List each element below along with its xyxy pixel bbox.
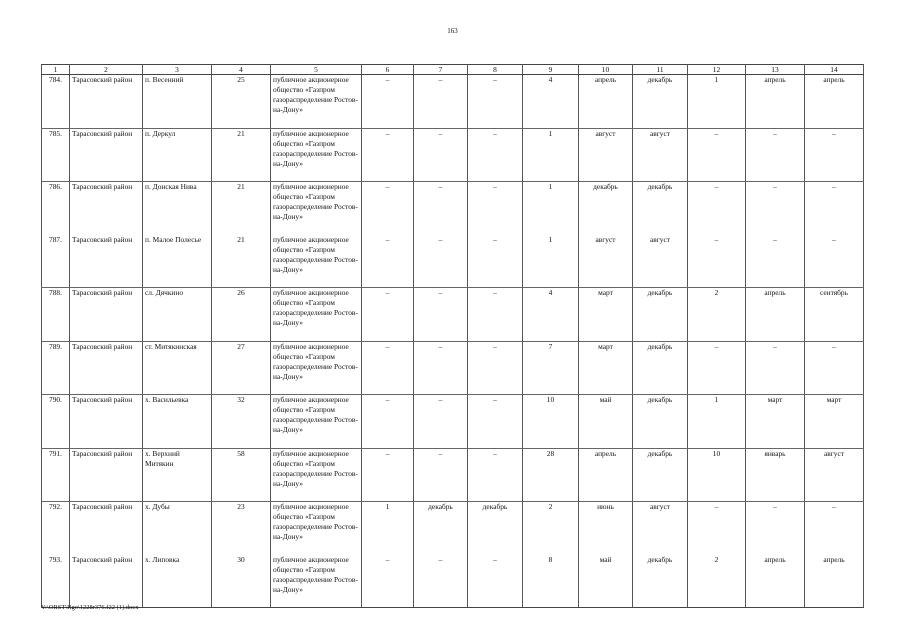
- col-header: 14: [805, 65, 864, 75]
- col7-cell: –: [414, 288, 468, 342]
- col10-cell: декабрь: [579, 182, 633, 235]
- col13-cell: –: [746, 182, 805, 235]
- col10-cell: май: [579, 555, 633, 608]
- col6-cell: –: [362, 75, 414, 129]
- col7-cell: –: [414, 128, 468, 182]
- col12-cell: 2: [688, 555, 746, 608]
- table-row: [42, 128, 864, 182]
- page-number: 163: [447, 27, 458, 35]
- col12-cell: 1: [688, 75, 746, 129]
- col9-cell: 10: [523, 395, 579, 449]
- settlement-cell: п. Донская Нива: [143, 182, 212, 235]
- col4-cell: 23: [212, 502, 271, 555]
- col-header: 12: [688, 65, 746, 75]
- col4-cell: 21: [212, 128, 271, 182]
- col9-cell: 28: [523, 448, 579, 502]
- col13-cell: –: [746, 502, 805, 555]
- settlement-cell: ст. Митякинская: [143, 341, 212, 395]
- organization-cell: публичное акционерное общество «Газпром газораспределение Ростов-на-Дону»: [271, 395, 362, 449]
- col6-cell: –: [362, 395, 414, 449]
- district-cell: Тарасовский район: [70, 341, 143, 395]
- settlement-cell: х. Липовка: [143, 555, 212, 608]
- col6-cell: 1: [362, 502, 414, 555]
- col8-cell: –: [468, 75, 523, 129]
- col13-cell: апрель: [746, 288, 805, 342]
- col12-cell: 2: [688, 288, 746, 342]
- col-header: 7: [414, 65, 468, 75]
- table-row: [42, 555, 864, 608]
- header-row: [42, 65, 864, 75]
- col9-cell: 2: [523, 502, 579, 555]
- col11-cell: август: [633, 502, 688, 555]
- table-row: [42, 395, 864, 449]
- col-header: 1: [42, 65, 70, 75]
- district-cell: Тарасовский район: [70, 75, 143, 129]
- col13-cell: –: [746, 235, 805, 288]
- col8-cell: –: [468, 341, 523, 395]
- row-number: 787.: [42, 235, 70, 288]
- schedule-table: [41, 64, 864, 608]
- row-number: 792.: [42, 502, 70, 555]
- col9-cell: 1: [523, 128, 579, 182]
- col6-cell: –: [362, 341, 414, 395]
- col13-cell: –: [746, 341, 805, 395]
- col11-cell: декабрь: [633, 288, 688, 342]
- district-cell: Тарасовский район: [70, 395, 143, 449]
- col10-cell: март: [579, 341, 633, 395]
- col14-cell: апрель: [805, 75, 864, 129]
- col10-cell: март: [579, 288, 633, 342]
- table-row: [42, 341, 864, 395]
- col-header: 11: [633, 65, 688, 75]
- table-row: [42, 288, 864, 342]
- col8-cell: декабрь: [468, 502, 523, 555]
- col8-cell: –: [468, 235, 523, 288]
- col10-cell: май: [579, 395, 633, 449]
- col11-cell: август: [633, 128, 688, 182]
- col7-cell: –: [414, 555, 468, 608]
- col11-cell: август: [633, 235, 688, 288]
- organization-cell: публичное акционерное общество «Газпром газораспределение Ростов-на-Дону»: [271, 555, 362, 608]
- organization-cell: публичное акционерное общество «Газпром газораспределение Ростов-на-Дону»: [271, 182, 362, 235]
- col12-cell: –: [688, 235, 746, 288]
- row-number: 791.: [42, 448, 70, 502]
- col14-cell: –: [805, 341, 864, 395]
- col4-cell: 58: [212, 448, 271, 502]
- col8-cell: –: [468, 128, 523, 182]
- organization-cell: публичное акционерное общество «Газпром газораспределение Ростов-на-Дону»: [271, 288, 362, 342]
- col4-cell: 21: [212, 182, 271, 235]
- settlement-cell: х. Верхний Митякин: [143, 448, 212, 502]
- col8-cell: –: [468, 448, 523, 502]
- col13-cell: январь: [746, 448, 805, 502]
- col14-cell: –: [805, 182, 864, 235]
- col11-cell: декабрь: [633, 555, 688, 608]
- table-row: [42, 502, 864, 555]
- col6-cell: –: [362, 182, 414, 235]
- col9-cell: 1: [523, 235, 579, 288]
- col12-cell: –: [688, 128, 746, 182]
- col13-cell: апрель: [746, 555, 805, 608]
- file-path-footer: Y:\ORST\Rgo\1228r376.f22 (1).docx: [41, 604, 139, 611]
- col7-cell: –: [414, 235, 468, 288]
- col14-cell: август: [805, 448, 864, 502]
- col9-cell: 7: [523, 341, 579, 395]
- col10-cell: апрель: [579, 448, 633, 502]
- district-cell: Тарасовский район: [70, 502, 143, 555]
- district-cell: Тарасовский район: [70, 288, 143, 342]
- col8-cell: –: [468, 288, 523, 342]
- col4-cell: 25: [212, 75, 271, 129]
- col6-cell: –: [362, 448, 414, 502]
- district-cell: Тарасовский район: [70, 555, 143, 608]
- col10-cell: август: [579, 235, 633, 288]
- row-number: 785.: [42, 128, 70, 182]
- row-number: 784.: [42, 75, 70, 129]
- col13-cell: март: [746, 395, 805, 449]
- col8-cell: –: [468, 395, 523, 449]
- district-cell: Тарасовский район: [70, 128, 143, 182]
- col6-cell: –: [362, 288, 414, 342]
- row-number: 790.: [42, 395, 70, 449]
- col13-cell: апрель: [746, 75, 805, 129]
- col7-cell: –: [414, 341, 468, 395]
- row-number: 789.: [42, 341, 70, 395]
- col-header: 13: [746, 65, 805, 75]
- col7-cell: –: [414, 448, 468, 502]
- organization-cell: публичное акционерное общество «Газпром газораспределение Ростов-на-Дону»: [271, 341, 362, 395]
- col14-cell: –: [805, 235, 864, 288]
- col12-cell: 10: [688, 448, 746, 502]
- settlement-cell: сл. Дячкино: [143, 288, 212, 342]
- settlement-cell: п. Малое Полесье: [143, 235, 212, 288]
- table-row: [42, 235, 864, 288]
- col10-cell: август: [579, 128, 633, 182]
- col-header: 2: [70, 65, 143, 75]
- col4-cell: 26: [212, 288, 271, 342]
- col13-cell: –: [746, 128, 805, 182]
- col12-cell: –: [688, 341, 746, 395]
- col-header: 3: [143, 65, 212, 75]
- settlement-cell: х. Дубы: [143, 502, 212, 555]
- col4-cell: 21: [212, 235, 271, 288]
- col-header: 4: [212, 65, 271, 75]
- organization-cell: публичное акционерное общество «Газпром газораспределение Ростов-на-Дону»: [271, 75, 362, 129]
- organization-cell: публичное акционерное общество «Газпром газораспределение Ростов-на-Дону»: [271, 235, 362, 288]
- col-header: 9: [523, 65, 579, 75]
- col12-cell: –: [688, 182, 746, 235]
- col4-cell: 30: [212, 555, 271, 608]
- table-row: [42, 75, 864, 129]
- col7-cell: –: [414, 395, 468, 449]
- col-header: 6: [362, 65, 414, 75]
- col12-cell: 1: [688, 395, 746, 449]
- col7-cell: декабрь: [414, 502, 468, 555]
- col12-cell: –: [688, 502, 746, 555]
- col14-cell: сентябрь: [805, 288, 864, 342]
- col8-cell: –: [468, 555, 523, 608]
- col11-cell: декабрь: [633, 395, 688, 449]
- col11-cell: декабрь: [633, 448, 688, 502]
- row-number: 793.: [42, 555, 70, 608]
- col-header: 10: [579, 65, 633, 75]
- organization-cell: публичное акционерное общество «Газпром газораспределение Ростов-на-Дону»: [271, 448, 362, 502]
- col9-cell: 4: [523, 75, 579, 129]
- organization-cell: публичное акционерное общество «Газпром газораспределение Ростов-на-Дону»: [271, 502, 362, 555]
- organization-cell: публичное акционерное общество «Газпром газораспределение Ростов-на-Дону»: [271, 128, 362, 182]
- col-header: 5: [271, 65, 362, 75]
- district-cell: Тарасовский район: [70, 182, 143, 235]
- col11-cell: декабрь: [633, 341, 688, 395]
- col6-cell: –: [362, 235, 414, 288]
- settlement-cell: п. Деркул: [143, 128, 212, 182]
- col14-cell: апрель: [805, 555, 864, 608]
- table-row: [42, 448, 864, 502]
- table-row: [42, 182, 864, 235]
- col11-cell: декабрь: [633, 182, 688, 235]
- col6-cell: –: [362, 128, 414, 182]
- col7-cell: –: [414, 75, 468, 129]
- col14-cell: –: [805, 128, 864, 182]
- col9-cell: 1: [523, 182, 579, 235]
- col6-cell: –: [362, 555, 414, 608]
- district-cell: Тарасовский район: [70, 235, 143, 288]
- col4-cell: 32: [212, 395, 271, 449]
- col9-cell: 8: [523, 555, 579, 608]
- row-number: 788.: [42, 288, 70, 342]
- col8-cell: –: [468, 182, 523, 235]
- col-header: 8: [468, 65, 523, 75]
- col7-cell: –: [414, 182, 468, 235]
- row-number: 786.: [42, 182, 70, 235]
- settlement-cell: х. Васильевка: [143, 395, 212, 449]
- col10-cell: июнь: [579, 502, 633, 555]
- col4-cell: 27: [212, 341, 271, 395]
- settlement-cell: п. Весенний: [143, 75, 212, 129]
- col14-cell: март: [805, 395, 864, 449]
- col14-cell: –: [805, 502, 864, 555]
- col11-cell: декабрь: [633, 75, 688, 129]
- col9-cell: 4: [523, 288, 579, 342]
- district-cell: Тарасовский район: [70, 448, 143, 502]
- col10-cell: апрель: [579, 75, 633, 129]
